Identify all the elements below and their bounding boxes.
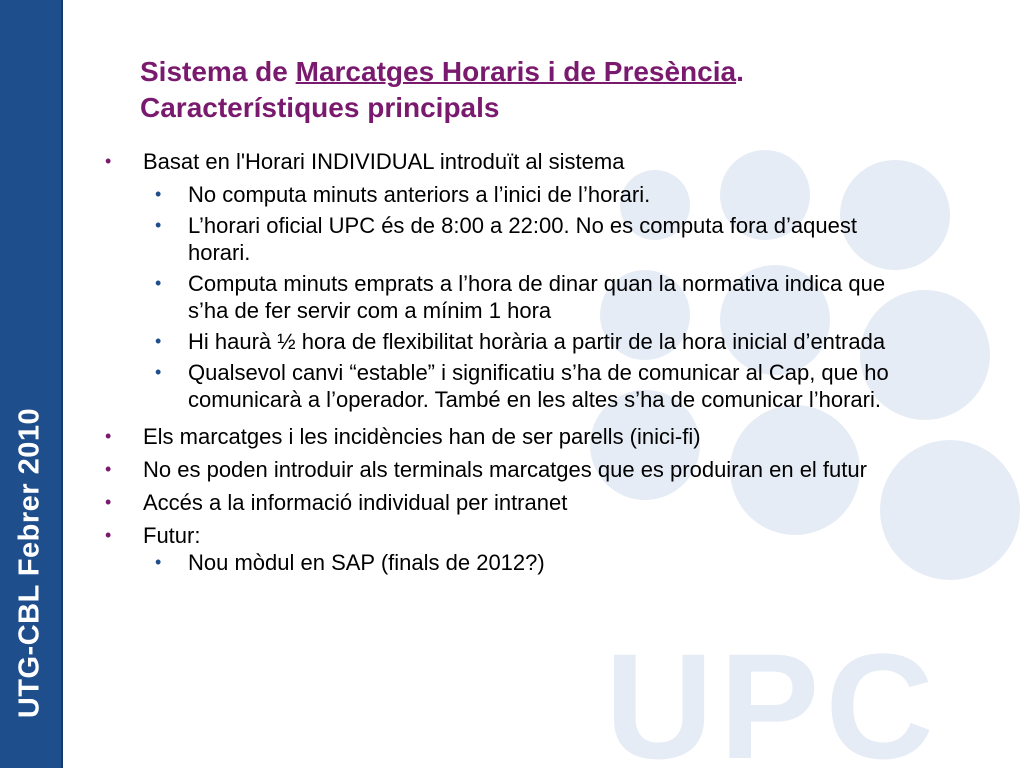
sub-bullet-text: Computa minuts emprats a l’hora de dinar quan la normativa indica que s’ha de fer servir com a mínim 1 hora — [188, 271, 886, 323]
bullet-text: Accés a la informació individual per intranet — [143, 490, 568, 515]
title-part1: Sistema de — [140, 56, 296, 87]
sub-bullet-marker: • — [155, 184, 162, 204]
bullet-item — [105, 456, 925, 483]
sub-bullet-item — [105, 270, 925, 324]
bullet-list — [105, 148, 925, 580]
title-underlined: Marcatges Horaris i de Presència — [295, 56, 737, 87]
sub-bullet-marker: • — [155, 331, 162, 351]
slide-title — [140, 54, 1000, 126]
bullet-text: Els marcatges i les incidències han de ser parells (inici-fi) — [143, 424, 701, 449]
bullet-item — [105, 489, 925, 516]
sub-bullet-item — [105, 328, 925, 355]
sub-bullet-marker: • — [155, 552, 162, 572]
sub-bullet-text: Nou mòdul en SAP (finals de 2012?) — [188, 550, 545, 575]
bullet-item — [105, 522, 925, 549]
sub-bullet-item — [105, 212, 925, 266]
bullet-marker: • — [105, 151, 112, 171]
sub-bullet-text: Hi haurà ½ hora de flexibilitat horària a partir de la hora inicial d’entrada — [188, 329, 886, 354]
bullet-item — [105, 423, 925, 450]
sub-bullet-marker: • — [155, 273, 162, 293]
bullet-text: Futur: — [143, 523, 201, 548]
bullet-marker: • — [105, 426, 112, 446]
bullet-marker: • — [105, 459, 112, 479]
watermark-text: UPC — [605, 622, 940, 768]
bullet-item — [105, 148, 925, 175]
sub-bullet-item — [105, 181, 925, 208]
bullet-text: Basat en l'Horari INDIVIDUAL introduït al sistema — [143, 149, 625, 174]
sub-bullet-text: L’horari oficial UPC és de 8:00 a 22:00. No es computa fora d’aquest horari. — [188, 213, 857, 265]
sidebar-label: UTG-CBL Febrer 2010 — [13, 407, 46, 719]
sub-bullet-marker: • — [155, 362, 162, 382]
sub-bullet-text: Qualsevol canvi “estable” i significatiu s’ha de comunicar al Cap, que ho comunicarà a l’operador. També en les altes s’ha de comunicar l’horari. — [188, 360, 889, 412]
sub-bullet-item — [105, 359, 925, 413]
bullet-marker: • — [105, 492, 112, 512]
title-line2: Característiques principals — [140, 92, 500, 123]
sub-bullet-marker: • — [155, 215, 162, 235]
title-part2: . — [736, 56, 744, 87]
bullet-text: No es poden introduir als terminals marcatges que es produiran en el futur — [143, 457, 867, 482]
sub-bullet-item — [105, 549, 925, 576]
bullet-marker: • — [105, 525, 112, 545]
sub-bullet-text: No computa minuts anteriors a l’inici de l’horari. — [188, 182, 651, 207]
sidebar-band — [0, 0, 63, 768]
